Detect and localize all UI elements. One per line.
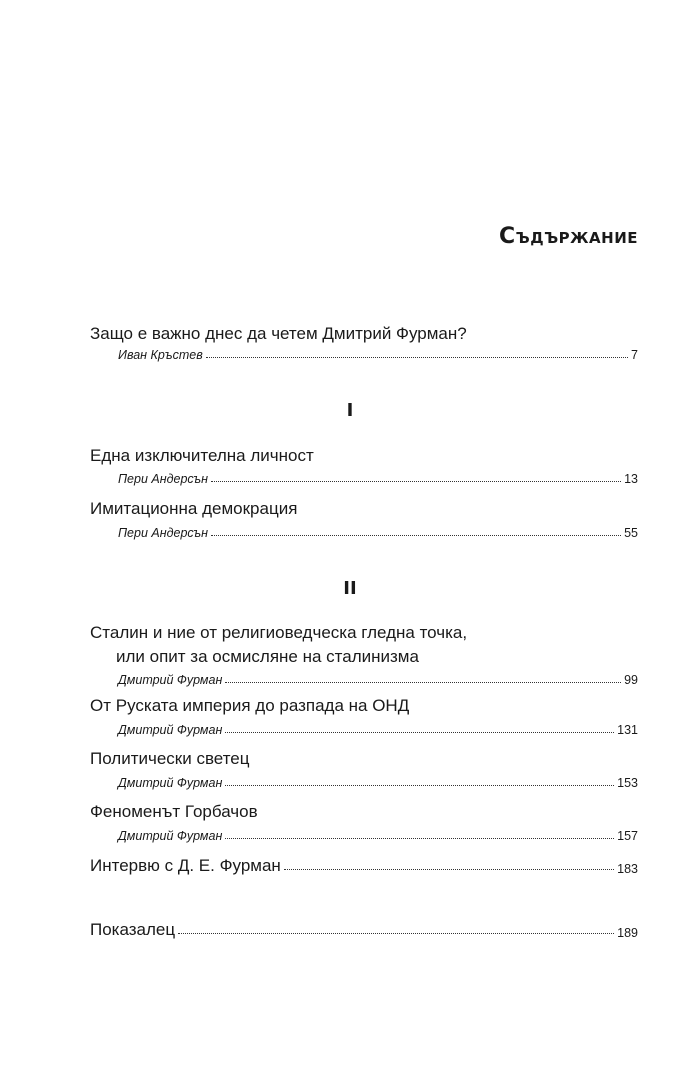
toc-entry-leader (118, 466, 638, 486)
toc-entry-author: Пери Андерсън (118, 526, 209, 540)
toc-entry-page[interactable]: 55 (624, 526, 638, 540)
toc-entry-title: Интервю с Д. Е. Фурман (90, 856, 281, 875)
toc-entry-author: Дмитрий Фурман (118, 829, 223, 843)
toc-entry-page[interactable]: 7 (631, 348, 638, 362)
dot-leader (284, 869, 614, 870)
toc-entry-leader (118, 342, 638, 362)
dot-leader (211, 535, 621, 536)
toc-entry-author: Пери Андерсън (118, 472, 209, 486)
toc-entry-title[interactable]: Политически светец (90, 749, 250, 768)
dot-leader (225, 838, 614, 839)
toc-entry-title[interactable]: Феноменът Горбачов (90, 802, 258, 821)
dot-leader (225, 732, 614, 733)
toc-entry-index[interactable] (90, 916, 638, 940)
toc-entry-author: Дмитрий Фурман (118, 723, 223, 737)
dot-leader (178, 933, 614, 934)
section-mark: I (346, 400, 354, 421)
dot-leader (206, 357, 628, 358)
dot-leader (225, 682, 621, 683)
toc-entry-page: 189 (617, 926, 638, 940)
toc-entry-leader (118, 770, 638, 790)
toc-entry-page[interactable]: 131 (617, 723, 638, 737)
toc-entry-title-line1: Сталин и ние от религиоведческа гледна точка, (90, 623, 468, 642)
toc-entry-title[interactable]: От Руската империя до разпада на ОНД (90, 696, 410, 715)
toc-entry-author: Иван Кръстев (118, 348, 203, 362)
toc-entry-title-line2: или опит за осмисляне на сталинизма (116, 647, 419, 666)
toc-entry-page[interactable]: 153 (617, 776, 638, 790)
toc-entry-title[interactable]: Защо е важно днес да четем Дмитрий Фурман? (90, 324, 467, 343)
toc-entry[interactable] (90, 852, 638, 876)
toc-entry-leader (118, 823, 638, 843)
toc-entry-page: 183 (617, 862, 638, 876)
toc-entry-title[interactable] (90, 621, 467, 669)
toc-entry-title[interactable]: Имитационна демокрация (90, 499, 298, 518)
page-title: Съдържание (498, 224, 638, 249)
toc-entry-author: Дмитрий Фурман (118, 776, 223, 790)
toc-entry-author: Дмитрий Фурман (118, 673, 223, 687)
toc-entry-title[interactable]: Една изключителна личност (90, 446, 314, 465)
dot-leader (225, 785, 614, 786)
dot-leader (211, 481, 621, 482)
toc-entry-leader (118, 717, 638, 737)
toc-entry-leader (118, 667, 638, 687)
toc-entry-title: Показалец (90, 920, 176, 939)
toc-entry-page[interactable]: 157 (617, 829, 638, 843)
section-mark: II (343, 578, 357, 599)
toc-entry-page[interactable]: 99 (624, 673, 638, 687)
toc-entry-leader (118, 520, 638, 540)
toc-entry-page[interactable]: 13 (624, 472, 638, 486)
